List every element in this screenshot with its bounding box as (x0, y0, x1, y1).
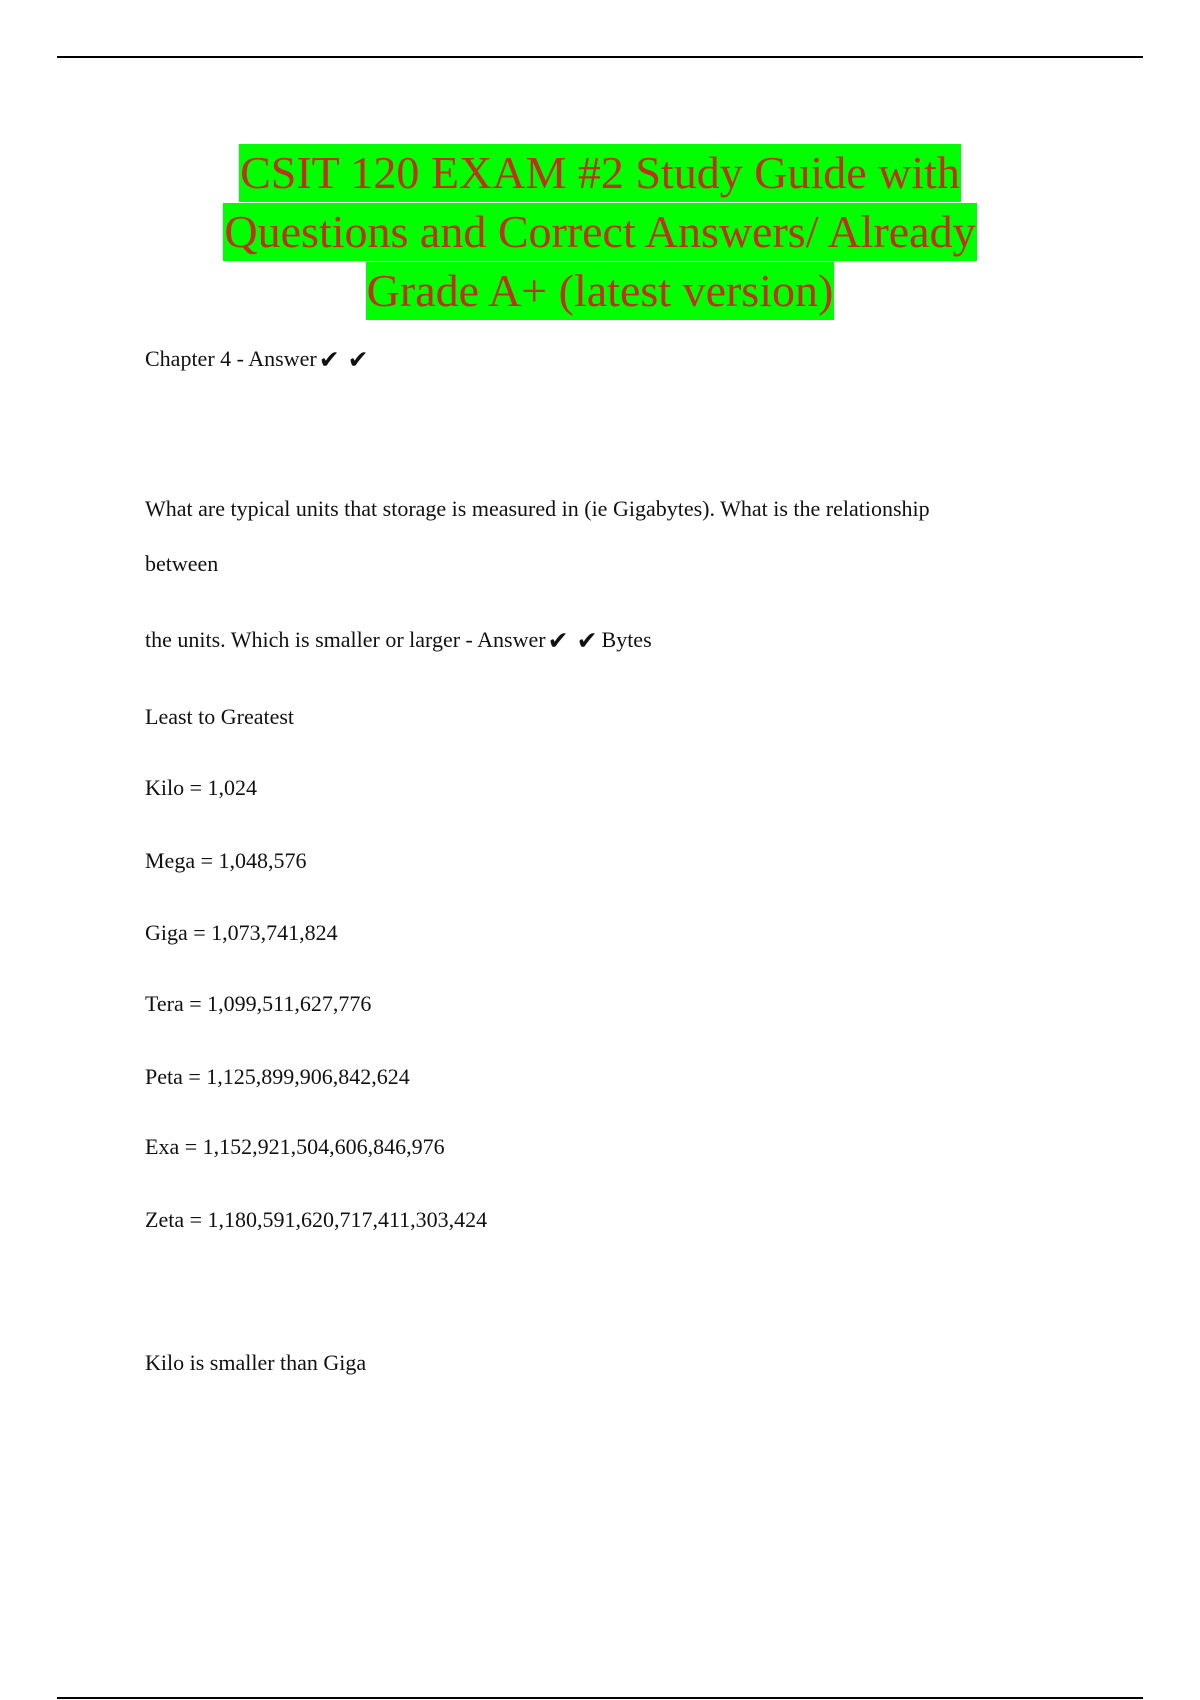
unit-kilo: Kilo = 1,024 (145, 775, 258, 800)
unit-giga: Giga = 1,073,741,824 (145, 920, 338, 945)
least-to-greatest-label: Least to Greatest (145, 704, 295, 729)
check-mark-icon: ✔ (347, 345, 369, 374)
unit-exa: Exa = 1,152,921,504,606,846,976 (145, 1134, 445, 1159)
question-line-2: between (145, 551, 219, 576)
check-mark-icon: ✔ (576, 626, 598, 655)
question-line-3-text: the units. Which is smaller or larger - Answer (145, 627, 546, 652)
chapter-line (145, 346, 369, 373)
conclusion-line: Kilo is smaller than Giga (145, 1350, 367, 1375)
chapter-label: Chapter 4 - Answer (145, 346, 317, 371)
check-mark-icon: ✔ (318, 345, 340, 374)
document-title (100, 144, 1100, 321)
bottom-rule (57, 1697, 1143, 1699)
question-line-1: What are typical units that storage is measured in (ie Gigabytes). What is the relationship (145, 496, 930, 521)
unit-zeta: Zeta = 1,180,591,620,717,411,303,424 (145, 1207, 488, 1232)
title-line-3: Grade A+ (latest version) (366, 262, 835, 320)
unit-mega: Mega = 1,048,576 (145, 848, 307, 873)
title-line-2: Questions and Correct Answers/ Already (223, 203, 976, 261)
check-mark-icon: ✔ (547, 626, 569, 655)
question-line-3 (145, 627, 652, 654)
answer-start: Bytes (601, 627, 652, 652)
unit-peta: Peta = 1,125,899,906,842,624 (145, 1064, 410, 1089)
top-rule (57, 56, 1143, 58)
unit-tera: Tera = 1,099,511,627,776 (145, 991, 372, 1016)
title-line-1: CSIT 120 EXAM #2 Study Guide with (239, 144, 961, 202)
